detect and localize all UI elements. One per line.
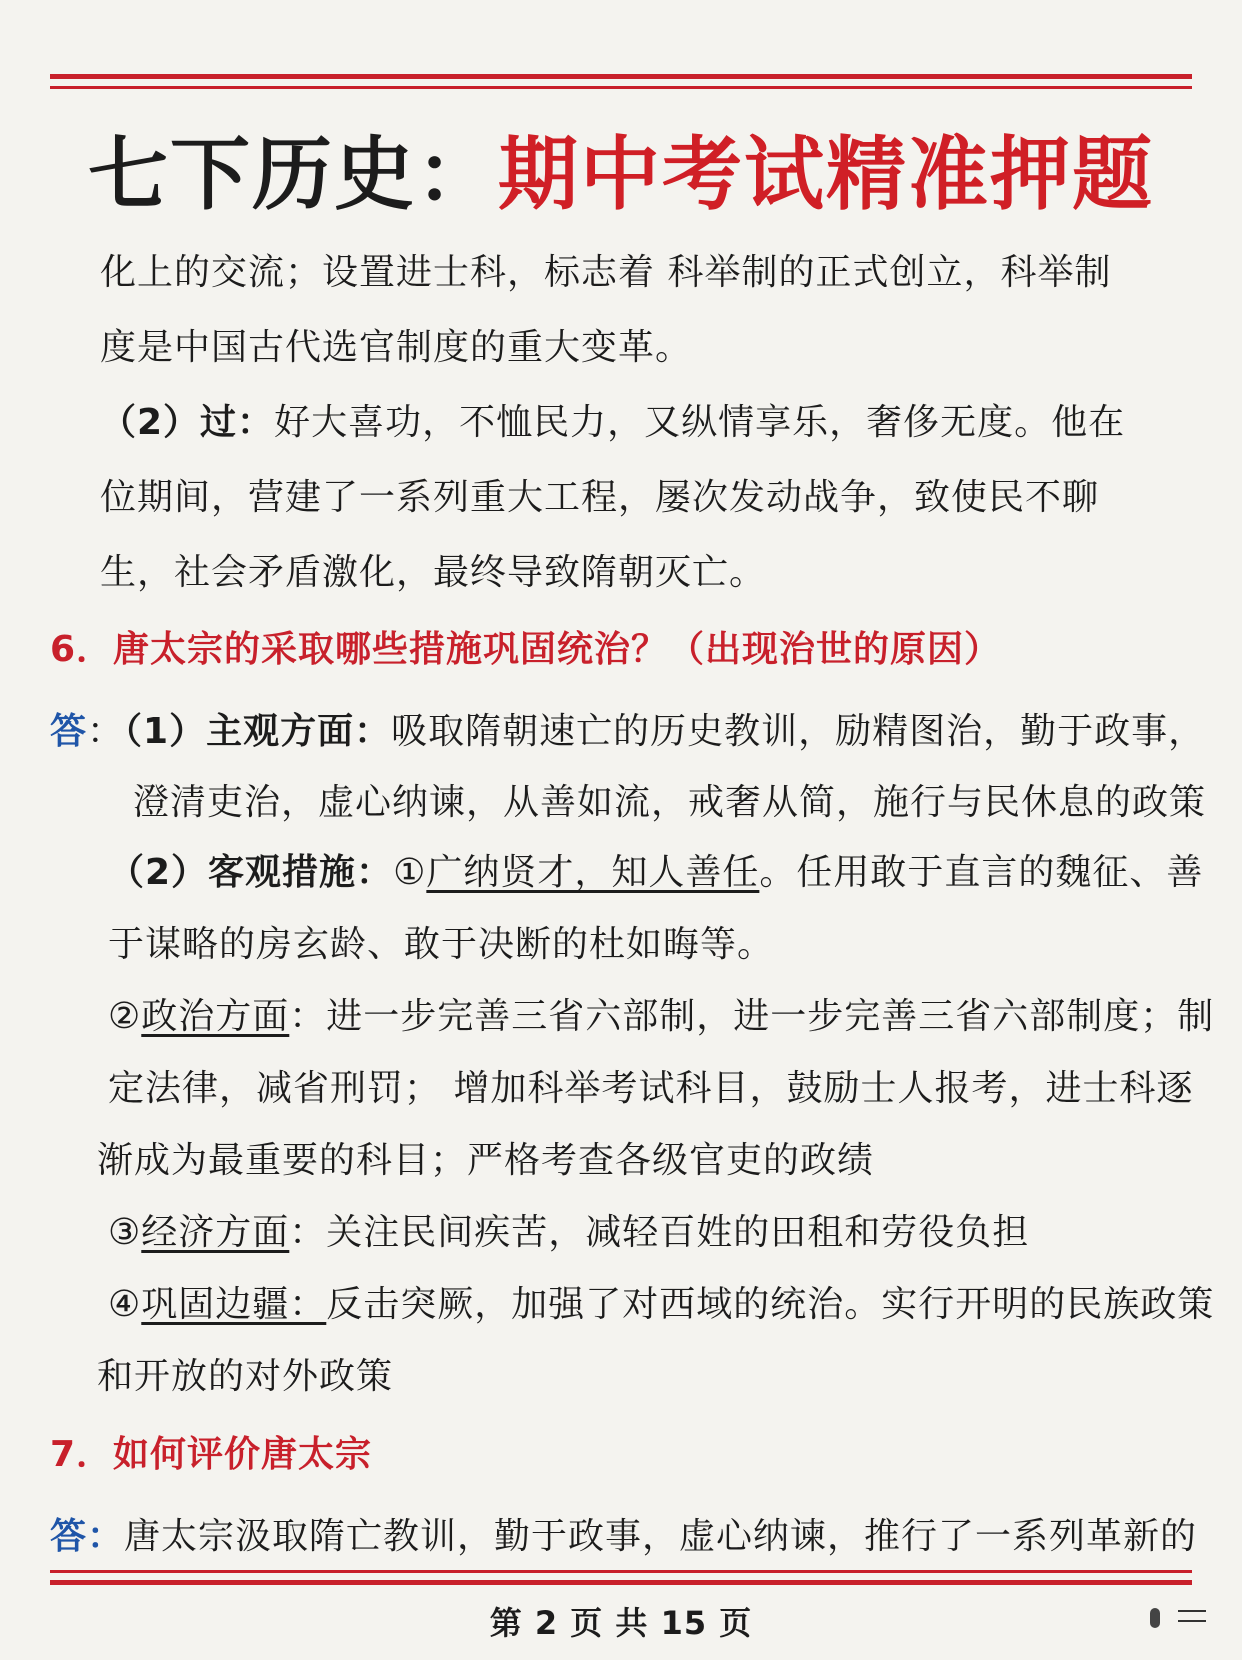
top-rule-thin [50, 86, 1192, 89]
page-number: 第 2 页 共 15 页 [489, 1604, 753, 1642]
text-line: 位期间，营建了一系列重大工程，屡次发动战争，致使民不聊 [100, 477, 1100, 518]
text-line [100, 398, 1125, 448]
bottom-rule-thin [50, 1570, 1192, 1573]
underlined-term: 经济方面 [141, 1212, 290, 1253]
text-line [108, 1208, 1029, 1258]
corner-line-icon [1178, 1620, 1206, 1622]
corner-line-icon [1178, 1610, 1206, 1612]
circled-number: ① [393, 852, 427, 893]
answer-label: 答 [50, 711, 88, 752]
text-line: 于谋略的房玄龄、敢于决断的杜如晦等。 [108, 924, 775, 965]
text-line [108, 992, 1214, 1042]
corner-mark-icon [1150, 1608, 1160, 1628]
page-title [0, 120, 1242, 230]
text-line: 渐成为最重要的科目；严格考查各级官吏的政绩 [97, 1140, 875, 1181]
top-rule-thick [50, 74, 1192, 79]
question-6: 6．唐太宗的采取哪些措施巩固统治？（出现治世的原因） [50, 629, 1002, 670]
text-line [108, 848, 1203, 898]
answer-colon: ： [87, 711, 125, 752]
answer-label: 答： [50, 1516, 125, 1557]
text-line: 生，社会矛盾激化，最终导致隋朝灭亡。 [100, 552, 767, 593]
section-text: 吸取隋朝速亡的历史教训，励精图治，勤于政事， [391, 711, 1206, 752]
answer-6-line [50, 707, 1205, 757]
title-highlight: 期中考试精准押题 [498, 128, 1154, 221]
answer-7-line [50, 1512, 1197, 1562]
section-text: 好大喜功，不恤民力，又纵情享乐，奢侈无度。他在 [274, 402, 1126, 443]
underlined-term: 政治方面 [141, 996, 290, 1037]
text-line: 度是中国古代选官制度的重大变革。 [100, 327, 693, 368]
section-label: （2）过： [100, 402, 275, 443]
text-line: 化上的交流；设置进士科，标志着 科举制的正式创立，科举制 [100, 252, 1112, 293]
underlined-term: 广纳贤才，知人善任 [426, 852, 760, 893]
circled-number: ② [108, 996, 142, 1037]
text-line: 澄清吏治，虚心纳谏，从善如流，戒奢从简，施行与民休息的政策 [133, 782, 1207, 823]
circled-number: ④ [108, 1284, 142, 1325]
section-text: 。任用敢于直言的魏征、善 [759, 852, 1204, 893]
underlined-term: 巩固边疆： [141, 1284, 327, 1325]
text-line: 和开放的对外政策 [97, 1356, 394, 1397]
bottom-rule-thick [50, 1580, 1192, 1585]
question-7: 7．如何评价唐太宗 [50, 1434, 373, 1475]
circled-number: ③ [108, 1212, 142, 1253]
section-label: （1）主观方面： [124, 711, 392, 752]
title-subject: 七下历史： [88, 128, 498, 221]
section-text: 唐太宗汲取隋亡教训，勤于政事，虚心纳谏，推行了一系列革新的 [124, 1516, 1198, 1557]
section-text: 反击突厥，加强了对西域的统治。实行开明的民族政策 [326, 1284, 1215, 1325]
section-text: ：进一步完善三省六部制，进一步完善三省六部制度；制 [289, 996, 1215, 1037]
text-line: 定法律，减省刑罚； 增加科举考试科目，鼓励士人报考，进士科逐 [108, 1068, 1194, 1109]
section-label: （2）客观措施： [108, 852, 394, 893]
text-line [108, 1280, 1214, 1330]
section-text: ：关注民间疾苦，减轻百姓的田租和劳役负担 [289, 1212, 1030, 1253]
